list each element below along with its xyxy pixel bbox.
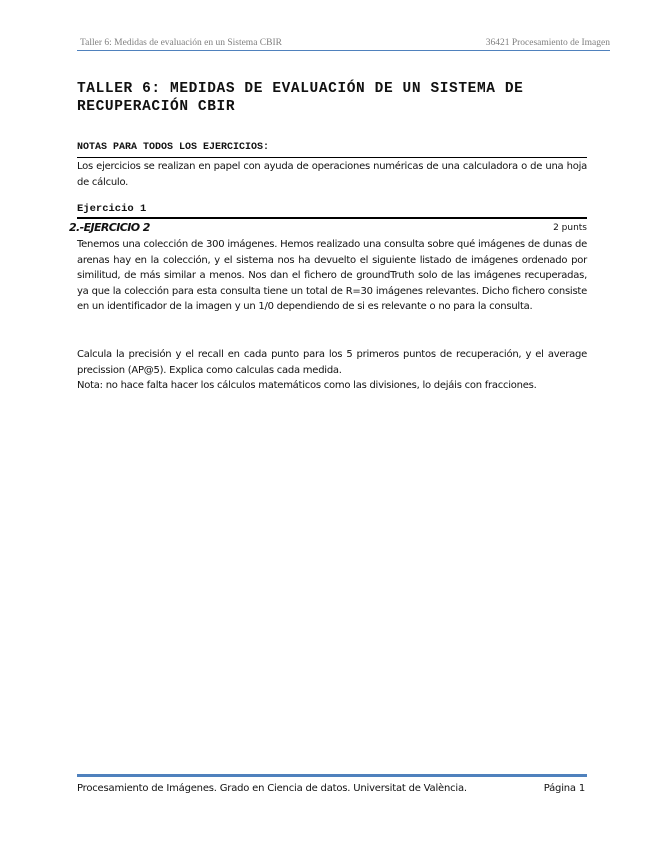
header-divider (77, 50, 610, 51)
notes-text: Los ejercicios se realizan en papel con ayuda de operaciones numéricas de una calculadora o de una hoja de cálculo. (77, 161, 587, 188)
notes-divider (77, 157, 587, 158)
exercise2-paragraph1: Tenemos una colección de 300 imágenes. Hemos realizado una consulta sobre qué imágenes de dunas de arenas hay en la colección, y el sistema nos ha devuelto el siguiente listado de imágenes ordenado por similitud, de más similar a menos. Nos dan el fichero de groundTruth solo de las imágenes recuperadas, ya que la colección para esta consulta tiene un total de R=30 imágenes relevantes. Dicho fichero consiste en un identificador de la imagen y un 1/0 dependiendo de si es relevante o no para la consulta. (77, 239, 587, 313)
footer-text: Procesamiento de Imágenes. Grado en Ciencia de datos. Universitat de València. (77, 783, 467, 794)
page-number: Página 1 (543, 783, 585, 794)
exercise-divider (77, 217, 587, 219)
exercise2-paragraph2: Calcula la precisión y el recall en cada punto para los 5 primeros puntos de recuperación, y el average precission (AP@5). Explica como calculas cada medida. (77, 349, 587, 376)
exercise2-heading: 2.-EJERCICIO 2 (69, 221, 150, 234)
footer-divider (77, 774, 587, 777)
notes-heading: NOTAS PARA TODOS LOS EJERCICIOS: (77, 142, 270, 153)
document-title: TALLER 6: MEDIDAS DE EVALUACIÓN DE UN SISTEMA DE RECUPERACIÓN CBIR (77, 81, 524, 115)
running-header-title: Taller 6: Medidas de evaluación en un Sistema CBIR (80, 38, 282, 48)
exercise2-points: 2 punts (553, 223, 587, 233)
exercise2-note: Nota: no hace falta hacer los cálculos matemáticos como las divisiones, lo dejáis con fracciones. (77, 380, 537, 391)
exercise1-heading: Ejercicio 1 (77, 203, 147, 215)
running-header-course: 36421 Procesamiento de Imagen (485, 38, 610, 48)
